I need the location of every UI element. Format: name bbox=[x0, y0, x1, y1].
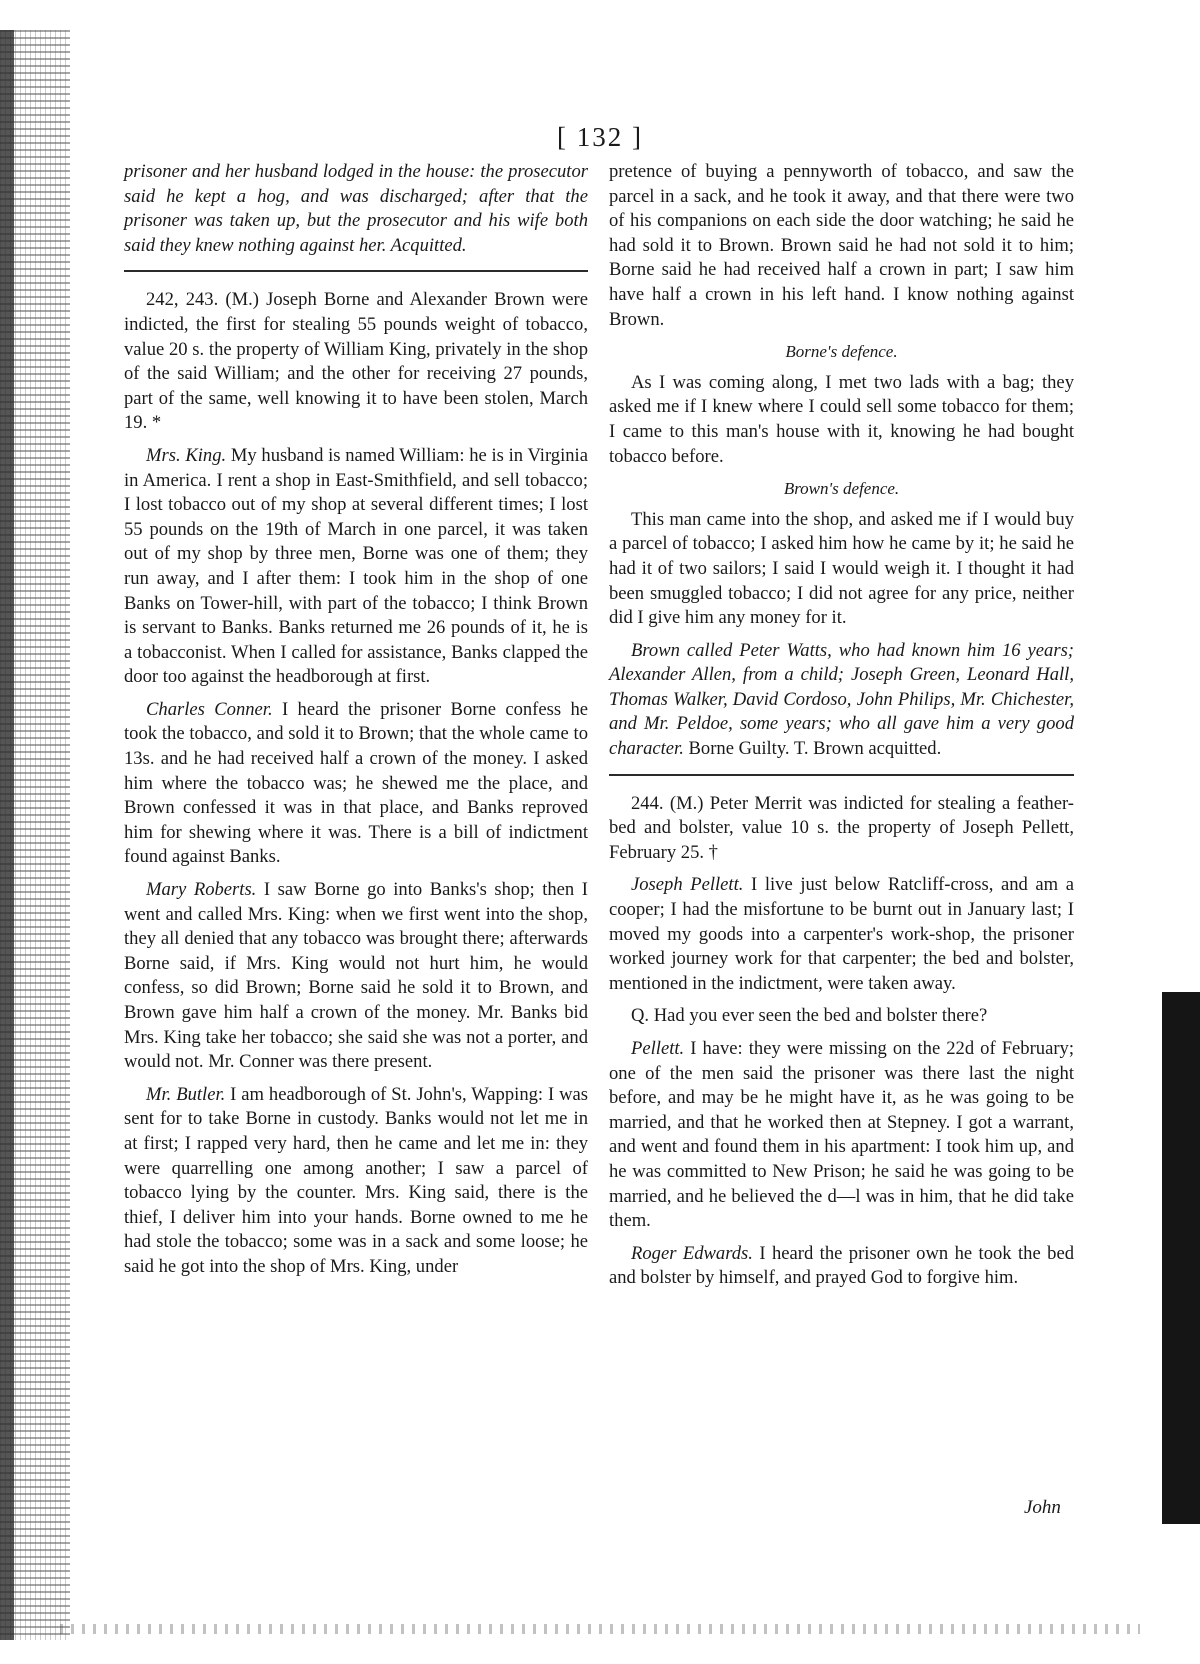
testimony-roger-edwards bbox=[609, 1242, 1074, 1291]
speaker-name: Mrs. King. bbox=[146, 444, 227, 466]
speaker-name: Mary Roberts. bbox=[146, 879, 257, 901]
testimony-mr-butler bbox=[124, 1083, 588, 1280]
bottom-scan-noise bbox=[60, 1624, 1140, 1634]
speaker-name: Pellett. bbox=[631, 1038, 685, 1059]
speaker-name: Mr. Butler. bbox=[146, 1083, 226, 1105]
testimony-charles-conner bbox=[124, 698, 588, 870]
testimony-text: I saw Borne go into Banks's shop; then I went and called Mrs. King: when we first went into the shop, they all denied that any tobacco was brought there; afterwards Borne said, if Mrs. King would not hurt him, he would confess, so did Brown; Borne said he sold it to Brown, and Brown gave him half a crown of the money. Mr. Banks bid Mrs. King take her tobacco; she said she was not a porter, and would not. Mr. Conner was there present. bbox=[124, 879, 588, 1073]
testimony-text: My husband is named William: he is in Virginia in America. I rent a shop in East-Smithfield, and sell tobacco; I lost tobacco out of my shop at several different times; I lost 55 pounds on the 19th of March in one parcel, it was taken out of my shop by three men, Borne was one of them; they run away, and I after them: I took him in the shop of one Banks on Tower-hill, with part of the tobacco; I think Brown is servant to Banks. Banks returned me 26 pounds of it, he is a tobacconist. When I called for assistance, Banks clapped the door too against the headborough at first. bbox=[124, 444, 588, 688]
page-binding-edge bbox=[0, 30, 14, 1640]
testimony-text: I heard the prisoner Borne confess he took the tobacco, and sold it to Brown; that the whole came to 13s. and he had received half a crown of the money. I asked him where the tobacco was; he shewed me the place, and Brown confessed it was in that place, and Banks reproved him for shewing where it was. There is a bill of indictment found against Banks. bbox=[124, 698, 589, 868]
borne-defence-text: As I was coming along, I met two lads with a bag; they asked me if I knew where I could sell some tobacco for them; I came to this man's house with it, knowing he had bought tobacco before. bbox=[609, 371, 1074, 467]
section-divider bbox=[124, 270, 588, 272]
right-column bbox=[609, 160, 1074, 1299]
speaker-name: Roger Edwards. bbox=[631, 1242, 753, 1264]
character-witnesses: Brown called Peter Watts, who had known him 16 years; Alexander Allen, from a child; Joseph Green, Leonard Hall, Thomas Walker, David Cordoso, John Philips, Mr. Chichester, and Mr. Peldoe, some years; who all gave him a very good character. bbox=[609, 639, 1074, 760]
verdict: Borne Guilty. T. Brown acquitted. bbox=[683, 738, 942, 760]
court-question: Q. Had you ever seen the bed and bolster there? bbox=[631, 1005, 988, 1027]
case-244-intro: 244. (M.) Peter Merrit was indicted for stealing a feather-bed and bolster, value 10 s. the property of Joseph Pellett, February 25. † bbox=[609, 792, 1074, 863]
section-divider bbox=[609, 774, 1074, 776]
opening-paragraph: prisoner and her husband lodged in the house: the prosecutor said he kept a hog, and was discharged; after that the prisoner was taken up, but the prosecutor and his wife both said they knew nothing against her. Acquitted. bbox=[124, 161, 588, 256]
character-witnesses-and-verdict bbox=[609, 639, 1074, 762]
testimony-text: I am headborough of St. John's, Wapping: I was sent for to take Borne in custody. Banks would not let me in at first; I rapped very hard, then he came and let me in: they were quarrelling one among another; I saw a parcel of tobacco lying by the counter. Mrs. King said, there is the thief, I deliver him into your hands. Borne owned to me he had stole the tobacco; some was in a sack and some loose; he said he got into the shop of Mrs. King, under bbox=[124, 1083, 588, 1277]
borne-defence-heading: Borne's defence. bbox=[785, 342, 898, 362]
catchword: John bbox=[1024, 1497, 1061, 1518]
testimony-text: I heard the prisoner own he took the bed and bolster by himself, and prayed God to forgive him. bbox=[609, 1242, 1074, 1289]
speaker-name: Charles Conner. bbox=[146, 698, 273, 720]
testimony-mrs-king bbox=[124, 444, 588, 690]
left-column bbox=[124, 160, 588, 1288]
brown-defence-text: This man came into the shop, and asked me if I would buy a parcel of tobacco; I asked him how he came by it; he said he had it of two sailors; I said I would weigh it. I thought it had been smuggled tobacco; I did not agree for any price, neither did I give him any money for it. bbox=[609, 508, 1074, 629]
testimony-text: I have: they were missing on the 22d of February; one of the men said the prisoner was there last the night before, and may be he might have it, as he was going to be married, and that he worked then at Stepney. I got a warrant, and went and found them in his apartment: I took him up, and he was committed to New Prison; he said he was going to be married, and he believed the d—l was in him, that he did take them. bbox=[609, 1038, 1074, 1232]
right-edge-scan-bar bbox=[1162, 992, 1200, 1524]
testimony-mary-roberts bbox=[124, 878, 588, 1075]
brown-defence-heading: Brown's defence. bbox=[783, 479, 900, 499]
case-242-intro: 242, 243. (M.) Joseph Borne and Alexander Brown were indicted, the first for stealing 55 pounds weight of tobacco, value 20 s. the property of William King, privately in the shop of the said William; and the other for receiving 27 pounds, part of the same, well knowing it to have been stolen, March 19. * bbox=[124, 289, 588, 434]
testimony-joseph-pellett bbox=[609, 873, 1074, 996]
butler-testimony-continued: pretence of buying a pennyworth of tobacco, and saw the parcel in a sack, and he took it away, and that there were two of his companions on each side the door watching; he said he had sold it to Brown. Brown said he had not sold it to him; Borne said he had received half a crown in part; I saw him have half a crown in his left hand. I know nothing against Brown. bbox=[609, 161, 1074, 330]
page-number: [ 132 ] bbox=[557, 122, 643, 152]
testimony-text: I live just below Ratcliff-cross, and am a cooper; I had the misfortune to be burnt out in January last; I moved my goods into a carpenter's work-shop, the prisoner worked journey work for that carpenter; the bed and bolster, mentioned in the indictment, were taken away. bbox=[609, 874, 1074, 994]
testimony-pellett-continued bbox=[609, 1037, 1074, 1234]
speaker-name: Joseph Pellett. bbox=[631, 874, 744, 896]
